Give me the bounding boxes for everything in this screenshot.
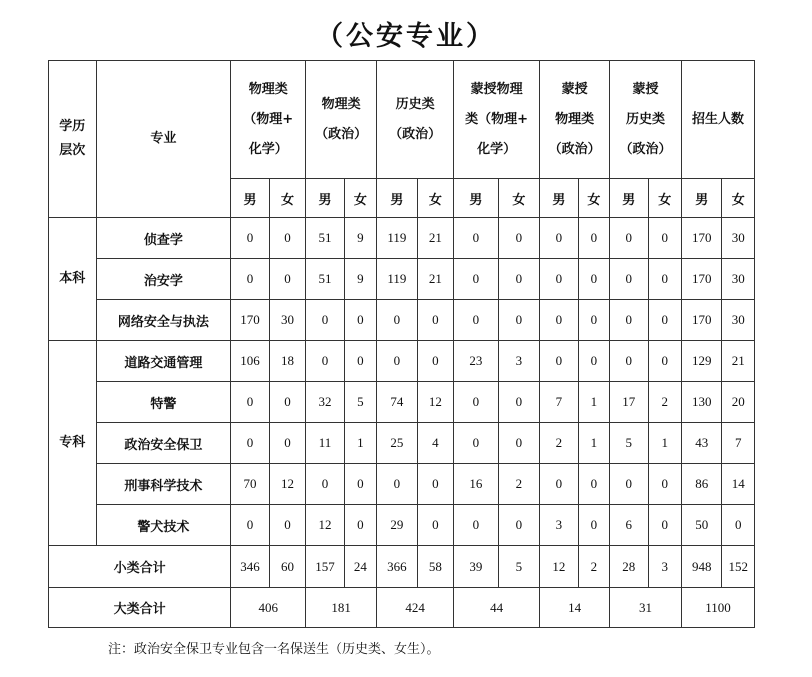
cell-value: 130 <box>681 382 722 423</box>
subtotal-value: 948 <box>681 546 722 588</box>
header-category: 物理类 （政治） <box>306 61 377 179</box>
header-category: 蒙授物理 类（物理+ 化学） <box>454 61 540 179</box>
cell-value: 0 <box>648 341 681 382</box>
major-name: 警犬技术 <box>96 505 231 546</box>
cell-value: 30 <box>269 300 305 341</box>
cell-value: 0 <box>417 505 453 546</box>
subtotal-label: 小类合计 <box>49 546 231 588</box>
cell-value: 5 <box>610 423 648 464</box>
cell-value: 0 <box>454 218 499 259</box>
cell-value: 3 <box>540 505 578 546</box>
subtotal-value: 366 <box>377 546 418 588</box>
cell-value: 2 <box>498 464 540 505</box>
header-male: 男 <box>377 179 418 218</box>
header-female: 女 <box>344 179 376 218</box>
cell-value: 0 <box>498 505 540 546</box>
cell-value: 0 <box>648 464 681 505</box>
subtotal-row <box>49 546 755 588</box>
cell-value: 20 <box>722 382 755 423</box>
cell-value: 0 <box>578 505 609 546</box>
total-value: 1100 <box>681 588 754 628</box>
table-row <box>49 300 755 341</box>
cell-value: 0 <box>344 300 376 341</box>
cell-value: 0 <box>648 218 681 259</box>
header-female: 女 <box>498 179 540 218</box>
cell-value: 0 <box>231 423 269 464</box>
cell-value: 0 <box>540 341 578 382</box>
cell-value: 0 <box>540 300 578 341</box>
cell-value: 51 <box>306 218 344 259</box>
cell-value: 0 <box>454 423 499 464</box>
cell-value: 0 <box>540 259 578 300</box>
subtotal-value: 58 <box>417 546 453 588</box>
cell-value: 170 <box>231 300 269 341</box>
cell-value: 86 <box>681 464 722 505</box>
cell-value: 1 <box>578 423 609 464</box>
cell-value: 119 <box>377 259 418 300</box>
total-label: 大类合计 <box>49 588 231 628</box>
cell-value: 0 <box>231 382 269 423</box>
cell-value: 0 <box>540 464 578 505</box>
cell-value: 129 <box>681 341 722 382</box>
subtotal-value: 5 <box>498 546 540 588</box>
cell-value: 21 <box>417 259 453 300</box>
cell-value: 0 <box>344 464 376 505</box>
cell-value: 25 <box>377 423 418 464</box>
header-male: 男 <box>306 179 344 218</box>
table-row <box>49 259 755 300</box>
cell-value: 30 <box>722 218 755 259</box>
cell-value: 51 <box>306 259 344 300</box>
header-category: 蒙授 物理类 （政治） <box>540 61 610 179</box>
cell-value: 12 <box>417 382 453 423</box>
subtotal-value: 24 <box>344 546 376 588</box>
header-female: 女 <box>648 179 681 218</box>
cell-value: 0 <box>454 382 499 423</box>
subtotal-value: 2 <box>578 546 609 588</box>
subtotal-value: 346 <box>231 546 269 588</box>
cell-value: 0 <box>306 341 344 382</box>
cell-value: 17 <box>610 382 648 423</box>
header-male: 男 <box>540 179 578 218</box>
header-female: 女 <box>578 179 609 218</box>
cell-value: 170 <box>681 218 722 259</box>
table-row <box>49 464 755 505</box>
subtotal-value: 157 <box>306 546 344 588</box>
cell-value: 0 <box>344 341 376 382</box>
cell-value: 0 <box>610 464 648 505</box>
subtotal-value: 60 <box>269 546 305 588</box>
header-male: 男 <box>454 179 499 218</box>
header-category: 蒙授 历史类 （政治） <box>610 61 682 179</box>
cell-value: 18 <box>269 341 305 382</box>
cell-value: 0 <box>498 300 540 341</box>
cell-value: 21 <box>417 218 453 259</box>
cell-value: 4 <box>417 423 453 464</box>
header-male: 男 <box>231 179 269 218</box>
cell-value: 119 <box>377 218 418 259</box>
cell-value: 0 <box>578 218 609 259</box>
cell-value: 0 <box>578 259 609 300</box>
cell-value: 3 <box>498 341 540 382</box>
total-value: 14 <box>540 588 610 628</box>
total-value: 424 <box>377 588 454 628</box>
cell-value: 1 <box>578 382 609 423</box>
cell-value: 30 <box>722 300 755 341</box>
cell-value: 0 <box>454 505 499 546</box>
cell-value: 21 <box>722 341 755 382</box>
cell-value: 0 <box>498 382 540 423</box>
cell-value: 0 <box>610 259 648 300</box>
header-category: 招生人数 <box>681 61 754 179</box>
cell-value: 0 <box>231 505 269 546</box>
cell-value: 50 <box>681 505 722 546</box>
cell-value: 70 <box>231 464 269 505</box>
header-major: 专业 <box>96 61 231 218</box>
cell-value: 0 <box>454 259 499 300</box>
header-level: 学历 层次 <box>49 61 97 218</box>
cell-value: 11 <box>306 423 344 464</box>
cell-value: 0 <box>578 341 609 382</box>
cell-value: 0 <box>417 464 453 505</box>
total-value: 181 <box>306 588 377 628</box>
enrollment-table <box>48 60 755 628</box>
header-female: 女 <box>722 179 755 218</box>
cell-value: 0 <box>498 423 540 464</box>
footnote: 注：政治安全保卫专业包含一名保送生（历史类、女生）。 <box>108 642 440 657</box>
cell-value: 0 <box>377 464 418 505</box>
cell-value: 0 <box>269 423 305 464</box>
cell-value: 1 <box>344 423 376 464</box>
cell-value: 6 <box>610 505 648 546</box>
cell-value: 0 <box>306 464 344 505</box>
subtotal-value: 12 <box>540 546 578 588</box>
table-row <box>49 341 755 382</box>
cell-value: 0 <box>417 341 453 382</box>
major-name: 网络安全与执法 <box>96 300 231 341</box>
table-row <box>49 505 755 546</box>
total-value: 31 <box>610 588 682 628</box>
cell-value: 170 <box>681 300 722 341</box>
major-name: 刑事科学技术 <box>96 464 231 505</box>
total-value: 44 <box>454 588 540 628</box>
cell-value: 0 <box>377 300 418 341</box>
table-row <box>49 423 755 464</box>
major-name: 治安学 <box>96 259 231 300</box>
cell-value: 0 <box>648 300 681 341</box>
cell-value: 5 <box>344 382 376 423</box>
cell-value: 30 <box>722 259 755 300</box>
header-female: 女 <box>269 179 305 218</box>
major-name: 政治安全保卫 <box>96 423 231 464</box>
cell-value: 0 <box>269 259 305 300</box>
header-category: 物理类 （物理+ 化学） <box>231 61 306 179</box>
table-row <box>49 382 755 423</box>
cell-value: 0 <box>722 505 755 546</box>
cell-value: 9 <box>344 259 376 300</box>
subtotal-value: 28 <box>610 546 648 588</box>
cell-value: 0 <box>454 300 499 341</box>
total-row <box>49 588 755 628</box>
cell-value: 0 <box>306 300 344 341</box>
cell-value: 16 <box>454 464 499 505</box>
cell-value: 0 <box>610 218 648 259</box>
cell-value: 2 <box>648 382 681 423</box>
cell-value: 0 <box>648 505 681 546</box>
cell-value: 32 <box>306 382 344 423</box>
cell-value: 12 <box>269 464 305 505</box>
level-undergrad: 本科 <box>49 218 97 341</box>
cell-value: 0 <box>498 218 540 259</box>
header-category: 历史类 （政治） <box>377 61 454 179</box>
cell-value: 0 <box>578 300 609 341</box>
cell-value: 14 <box>722 464 755 505</box>
major-name: 道路交通管理 <box>96 341 231 382</box>
cell-value: 0 <box>344 505 376 546</box>
cell-value: 43 <box>681 423 722 464</box>
cell-value: 23 <box>454 341 499 382</box>
subtotal-value: 152 <box>722 546 755 588</box>
cell-value: 9 <box>344 218 376 259</box>
cell-value: 0 <box>498 259 540 300</box>
cell-value: 0 <box>648 259 681 300</box>
cell-value: 0 <box>417 300 453 341</box>
cell-value: 0 <box>269 218 305 259</box>
cell-value: 1 <box>648 423 681 464</box>
subtotal-value: 3 <box>648 546 681 588</box>
cell-value: 0 <box>610 300 648 341</box>
subtotal-value: 39 <box>454 546 499 588</box>
cell-value: 0 <box>578 464 609 505</box>
major-name: 特警 <box>96 382 231 423</box>
table-row <box>49 218 755 259</box>
cell-value: 0 <box>269 505 305 546</box>
cell-value: 2 <box>540 423 578 464</box>
cell-value: 74 <box>377 382 418 423</box>
page-title: （公安专业） <box>316 21 496 52</box>
cell-value: 7 <box>722 423 755 464</box>
cell-value: 0 <box>269 382 305 423</box>
header-male: 男 <box>681 179 722 218</box>
cell-value: 0 <box>610 341 648 382</box>
cell-value: 12 <box>306 505 344 546</box>
total-value: 406 <box>231 588 306 628</box>
header-female: 女 <box>417 179 453 218</box>
cell-value: 7 <box>540 382 578 423</box>
header-male: 男 <box>610 179 648 218</box>
cell-value: 170 <box>681 259 722 300</box>
cell-value: 0 <box>231 218 269 259</box>
cell-value: 106 <box>231 341 269 382</box>
cell-value: 0 <box>540 218 578 259</box>
cell-value: 29 <box>377 505 418 546</box>
cell-value: 0 <box>377 341 418 382</box>
major-name: 侦查学 <box>96 218 231 259</box>
cell-value: 0 <box>231 259 269 300</box>
level-junior: 专科 <box>49 341 97 546</box>
